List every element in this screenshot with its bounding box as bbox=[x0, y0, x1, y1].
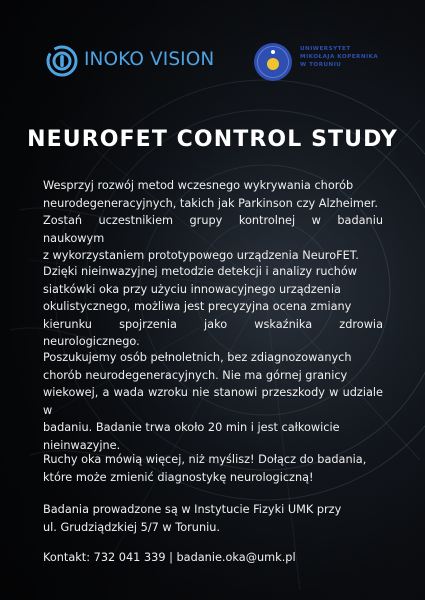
inoko-vision-logo-icon bbox=[45, 44, 79, 78]
text-line: badaniu. Badanie trwa około 20 min i jest całkowicie bbox=[43, 421, 340, 435]
text-line: Ruchy oka mówią więcej, niż myślisz! Dołącz do badania, bbox=[43, 453, 367, 466]
text-line: Poszukujemy osób pełnoletnich, bez zdiagnozowanych bbox=[43, 351, 352, 364]
paragraph-call-to-action bbox=[43, 451, 383, 487]
text-line: Dzięki nieinwazyjnej metodzie detekcji i analizy ruchów bbox=[43, 265, 358, 278]
text-line: chorób neurodegeneracyjnych. Nie ma górnej granicy bbox=[43, 368, 348, 382]
contact-line: Kontakt: 732 041 339 | badanie.oka@umk.pl bbox=[43, 551, 296, 564]
paragraph-contact bbox=[43, 549, 383, 567]
umk-seal-icon bbox=[253, 42, 293, 82]
text-line: Badania prowadzone są w Instytucie Fizyki UMK przy bbox=[43, 503, 342, 516]
umk-name-line: MIKOŁAJA KOPERNIKA bbox=[300, 53, 379, 60]
page-title: NEUROFET CONTROL STUDY bbox=[27, 127, 398, 152]
text-line: kierunku spojrzenia jako wskaźnika zdrowia neurologicznego. bbox=[43, 317, 383, 349]
text-line: Zostań uczestnikiem grupy kontrolnej w badaniu naukowym bbox=[43, 214, 383, 245]
text-line: ul. Grudziądzkiej 5/7 w Toruniu. bbox=[43, 520, 221, 534]
text-line: które może zmienić diagnostykę neurologiczną! bbox=[43, 470, 314, 484]
body-text bbox=[43, 177, 383, 579]
inoko-vision-name: INOKO VISION bbox=[84, 49, 215, 70]
text-line: okulistycznego, możliwa jest precyzyjna ocena zmiany bbox=[43, 300, 352, 314]
paragraph-method bbox=[43, 263, 383, 349]
text-line: wiekowej, a wada wzroku nie stanowi przeszkody w udziale w bbox=[43, 386, 383, 417]
text-line: neurodegeneracyjnych, takich jak Parkinson czy Alzheimer. bbox=[43, 196, 378, 210]
text-line: Wesprzyj rozwój metod wczesnego wykrywania chorób bbox=[43, 179, 354, 192]
paragraph-requirements bbox=[43, 349, 383, 452]
umk-name-line: W TORUNIU bbox=[300, 61, 342, 68]
text-line: siatkówki oka przy użyciu innowacyjnego urządzenia bbox=[43, 282, 341, 296]
text-line: z wykorzystaniem prototypowego urządzenia NeuroFET. bbox=[43, 249, 359, 263]
umk-name-line: UNIWERSYTET bbox=[300, 46, 351, 52]
paragraph-intro bbox=[43, 177, 383, 263]
header bbox=[0, 0, 425, 120]
paragraph-location bbox=[43, 501, 383, 537]
umk-name bbox=[300, 46, 410, 69]
text-line: nieinwazyjne. bbox=[43, 438, 121, 452]
